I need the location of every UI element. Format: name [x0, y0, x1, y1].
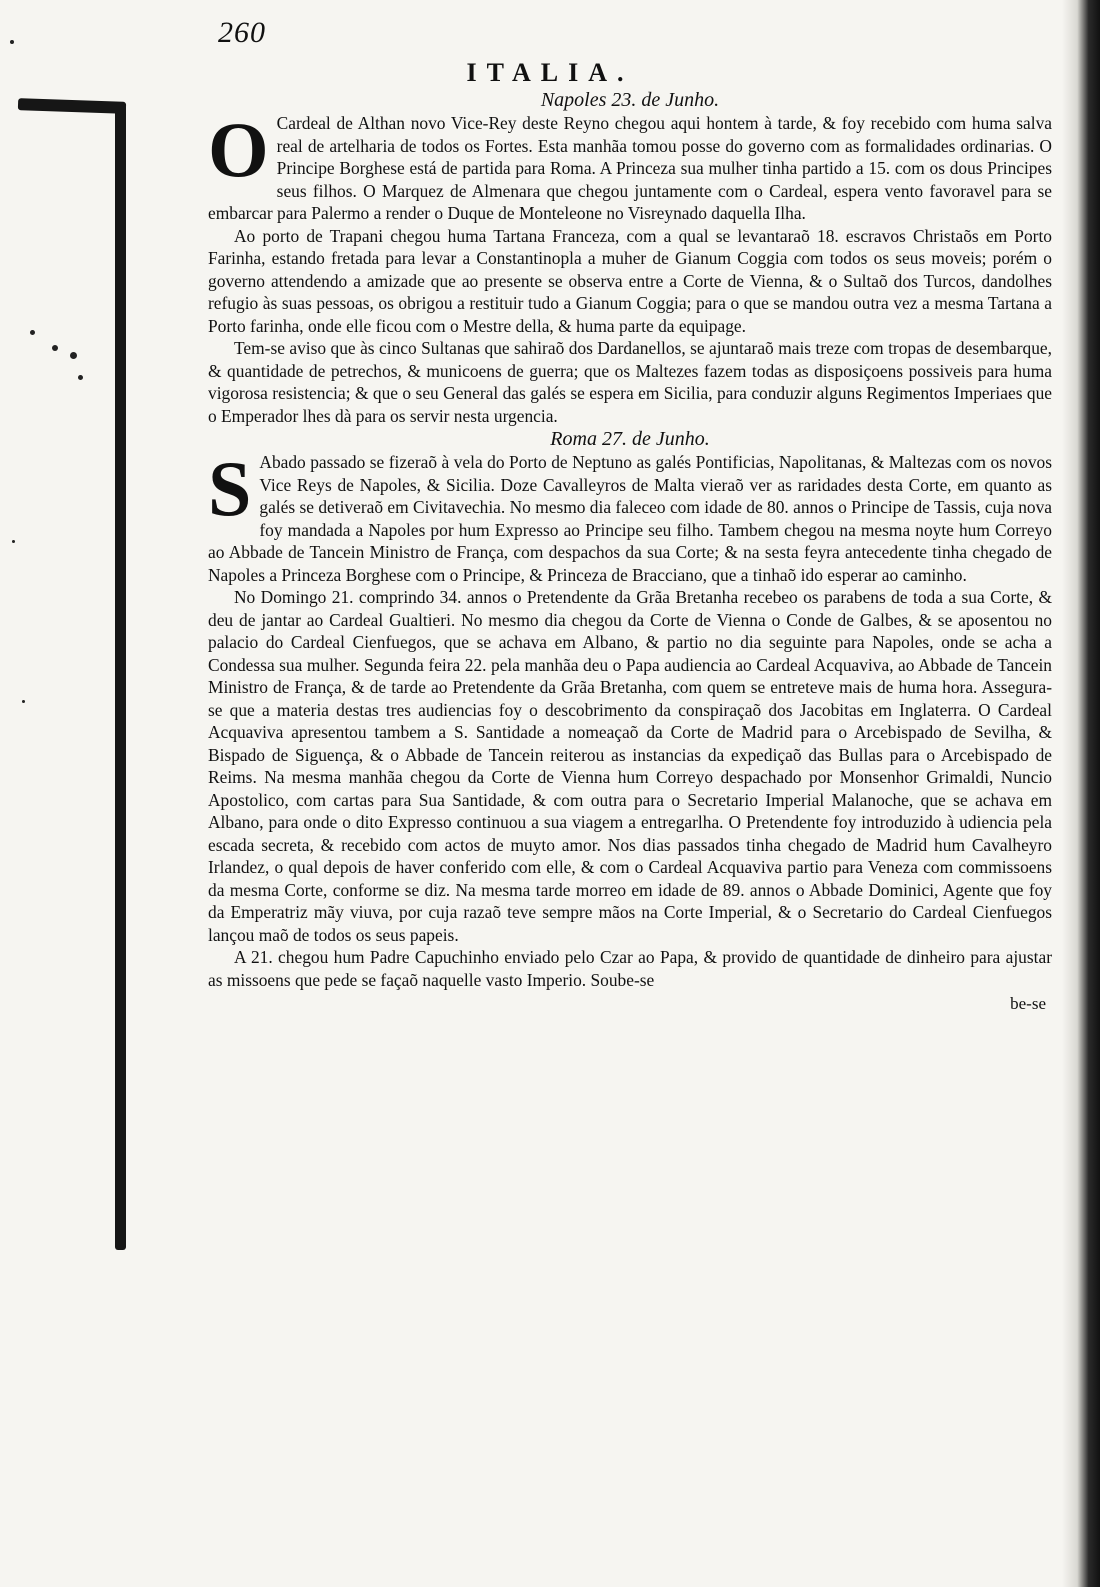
- article-body: [208, 88, 1052, 1016]
- page-number: 260: [218, 16, 266, 49]
- dateline-napoles: Napoles 23. de Junho.: [540, 89, 720, 111]
- paragraph: Tem-se aviso que às cinco Sultanas que sahiraõ dos Dardanellos, se ajuntaraõ mais treze com tropas de desembarque, & quantidade de petrechos, & municoens de guerra; que os Maltezes fazem todas as disposiçoens possiveis para huma vigorosa resistencia; & que o seu General das galés se espera em Sicilia, para conduzir alguns Regimentos Imperiaes que o Emperador lhes dà para os servir nesta urgencia.: [208, 338, 1052, 426]
- bracket-side: [115, 104, 126, 1250]
- ink-speck: [70, 352, 77, 359]
- paragraph: No Domingo 21. comprindo 34. annos o Pretendente da Grãa Bretanha recebeo os parabens de toda a sua Corte, & deu de jantar ao Cardeal Gualtieri. No mesmo dia chegou da Corte de Vienna o Conde de Galbes, & se aposentou no palacio do Cardeal Cienfuegos, que se achava em Albano, & partio no dia seguinte para Napoles, onde se acha a Condessa sua mulher. Segunda feira 22. pela manhãa deu o Papa audiencia ao Cardeal Acquaviva, ao Abbade de Tancein Ministro de França, & de tarde ao Pretendente da Grãa Bretanha, com quem se entreteve mais de huma hora. Assegura-se que a materia destas tres audiencias foy o descobrimento da conspiraçaõ dos Jacobitas em Inglaterra. O Cardeal Acquaviva apresentou tambem a S. Santidade a nomeaçaõ da Corte de Madrid para o Arcebispado de Sevilha, & Bispado de Siguença, & o Abbade de Tancein reiterou as instancias da expediçaõ das Bullas para o Arcebispado de Reims. Na mesma manhãa chegou da Corte de Vienna hum Correyo despachado por Monsenhor Grimaldi, Nuncio Apostolico, com cartas para Sua Santidade, & com outra para o Secretario Imperial Malanoche, que se achava em Albano, para onde o dito Expresso continuou a sua viagem a entregarlha. O Pretendente foy introduzido à udiencia pela escada secreta, & recebido com actos de muyto amor. Nos dias passados tinha chegado de Madrid hum Cavalheyro Irlandez, o qual depois de haver conferido com elle, & com o Cardeal Acquaviva partio para Veneza com commissoens da mesma Corte, conforme se diz. Na mesma tarde morreo em idade de 89. annos o Abbade Dominici, Agente que foy da Emperatriz mãy viuva, por cuja razaõ teve sempre mãos na Corte Imperial, & o Secretario do Cardeal Cienfuegos lançou maõ de todos os seus papeis.: [208, 587, 1052, 945]
- drop-cap: S: [208, 445, 252, 532]
- bracket-top: [18, 98, 126, 114]
- paragraph-text: Abado passado se fizeraõ à vela do Porto de Neptuno as galés Pontificias, Napolitanas, & Maltezas com os novos Vice Reys de Napoles, & Sicilia. Doze Cavalleyros de Malta vieraõ ver as raridades desta Corte, em quanto as galés se detiveraõ em Civitavechia. No mesmo dia faleceo com idade de 80. annos o Principe de Tassis, cuja nova foy mandada a Napoles por hum Expresso ao Principe seu filho. Tambem chegou na mesma noyte hum Correyo ao Abbade de Tancein Ministro de França, com despachos da sua Corte; & na sesta feyra antecedente tinha chegado de Napoles a Princeza Borghese com o Principe, & Princeza de Bracciano, que a tinhaõ ido esperar ao caminho.: [208, 452, 1052, 585]
- paragraph: A 21. chegou hum Padre Capuchinho enviado pelo Czar ao Papa, & provido de quantidade de dinheiro para ajustar as missoens que pede se façaõ naquelle vasto Imperio. Soube-se: [208, 947, 1052, 990]
- section-heading: ITALIA.: [466, 58, 634, 87]
- paragraph: [208, 445, 1052, 586]
- ink-speck: [10, 40, 14, 44]
- ink-speck: [30, 330, 35, 335]
- drop-cap: O: [208, 106, 269, 193]
- ink-speck: [22, 700, 25, 703]
- ink-speck: [12, 540, 15, 543]
- margin-bracket: [18, 100, 126, 1250]
- catchword: be-se: [1010, 994, 1046, 1013]
- paragraph-text: Cardeal de Althan novo Vice-Rey deste Reyno chegou aqui hontem à tarde, & foy recebido com huma salva real de artelharia de todos os Fortes. Esta manhãa tomou posse do governo com as formalidades ordinarias. O Principe Borghese está de partida para Roma. A Princeza sua mulher tinha partido a 15. com os dous Principes seus filhos. O Marquez de Almenara que chegou juntamente com o Cardeal, espera vento favoravel para se embarcar para Palermo a render o Duque de Monteleone no Visreynado daquella Ilha.: [208, 113, 1052, 223]
- ink-speck: [78, 375, 83, 380]
- paragraph: [208, 106, 1052, 225]
- dateline-roma: Roma 27. de Junho.: [550, 428, 710, 450]
- ink-speck: [52, 345, 58, 351]
- paragraph: Ao porto de Trapani chegou huma Tartana Franceza, com a qual se levantaraõ 18. escravos Christaõs em Porto Farinha, estando fretada para levar a Constantinopla a muher de Gianum Coggia com todos os seus moveis; porém o governo attendendo a amizade que ao presente se observa entre a Corte de Vienna, & o Sultaõ dos Turcos, dandolhes refugio às suas pessoas, os obrigou a restituir tudo a Gianum Coggia; para o que se mandou outra vez a mesma Tartana a Porto farinha, onde elle ficou com o Mestre della, & huma parte da equipage.: [208, 225, 1052, 336]
- page-edge-shadow: [1062, 0, 1100, 1587]
